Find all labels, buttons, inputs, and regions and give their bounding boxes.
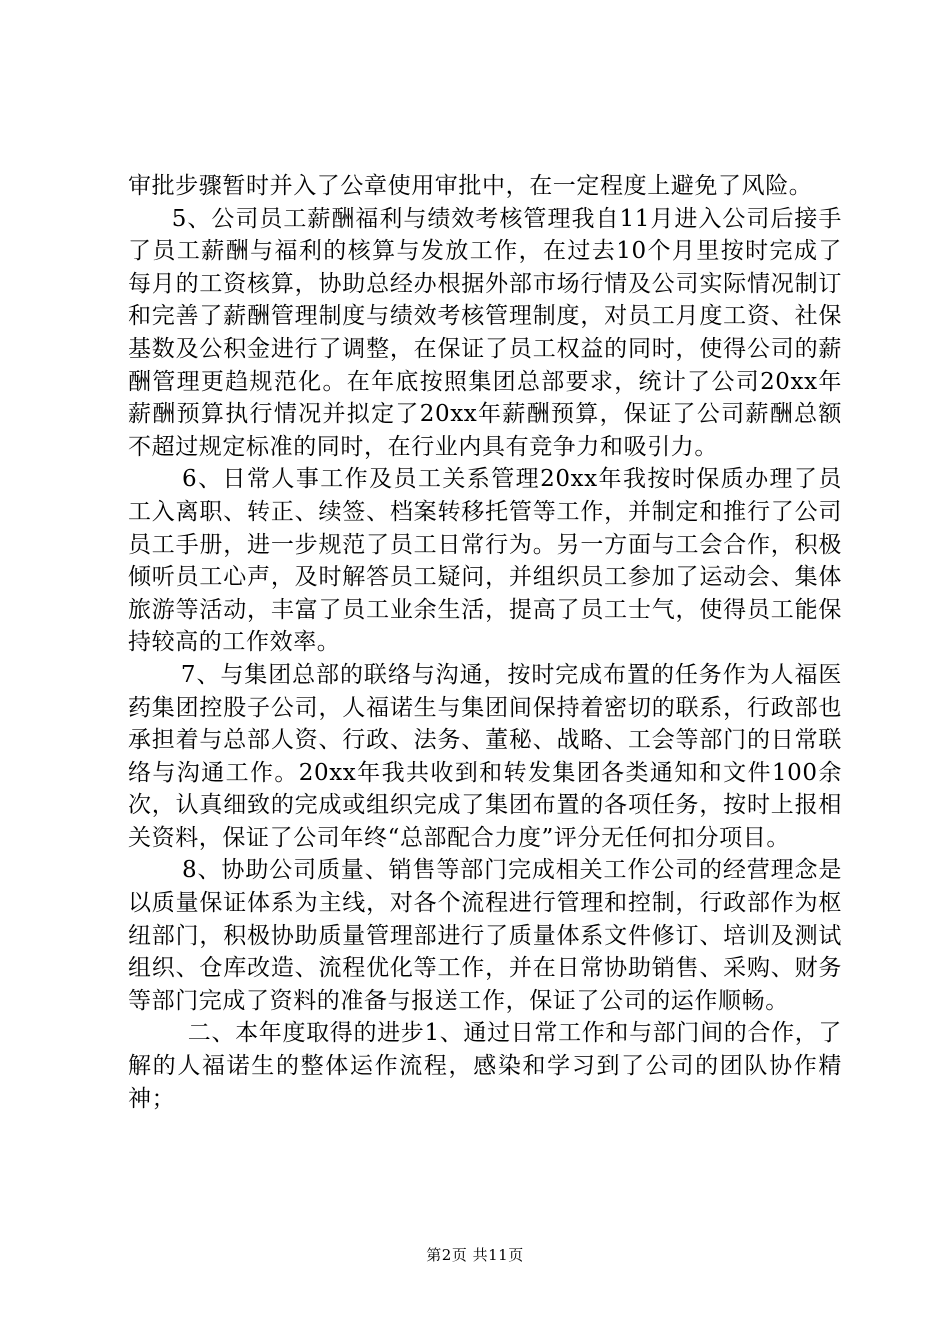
page-number-footer: 第2页 共11页 <box>426 1246 524 1264</box>
paragraph-item-5: 5、公司员工薪酬福利与绩效考核管理我自11月进入公司后接手了员工薪酬与福利的核算与发放工作，在过去10个月里按时完成了每月的工资核算，协助总经办根据外部市场行情及公司实际情况制订和完善了薪酬管理制度与绩效考核管理制度，对员工月度工资、社保基数及公积金进行了调整，在保证了员工权益的同时，使得公司的薪酬管理更趋规范化。在年底按照集团总部要求，统计了公司20xx年薪酬预算执行情况并拟定了20xx年薪酬预算，保证了公司薪酬总额不超过规定标准的同时，在行业内具有竞争力和吸引力。 <box>128 205 842 460</box>
paragraph-item-7: 7、与集团总部的联络与沟通，按时完成布置的任务作为人福医药集团控股子公司，人福诺生与集团间保持着密切的联系，行政部也承担着与总部人资、行政、法务、董秘、战略、工会等部门的日常联络与沟通工作。20xx年我共收到和转发集团各类通知和文件100余次，认真细致的完成或组织完成了集团布置的各项任务，按时上报相关资料，保证了公司年终“总部配合力度”评分无任何扣分项目。 <box>128 661 842 851</box>
paragraph-section-2: 二、本年度取得的进步1、通过日常工作和与部门间的合作，了解的人福诺生的整体运作流程，感染和学习到了公司的团队协作精神； <box>128 1020 842 1112</box>
paragraph-continuation: 审批步骤暂时并入了公章使用审批中，在一定程度上避免了风险。 <box>128 173 813 199</box>
paragraph-item-8: 8、协助公司质量、销售等部门完成相关工作公司的经营理念是以质量保证体系为主线，对各个流程进行管理和控制，行政部作为枢纽部门，积极协助质量管理部进行了质量体系文件修订、培训及测试组织、仓库改造、流程优化等工作，并在日常协助销售、采购、财务等部门完成了资料的准备与报送工作，保证了公司的运作顺畅。 <box>128 857 842 1014</box>
paragraph-item-6: 6、日常人事工作及员工关系管理20xx年我按时保质办理了员工入离职、转正、续签、档案转移托管等工作，并制定和推行了公司员工手册，进一步规范了员工日常行为。另一方面与工会合作，积极倾听员工心声，及时解答员工疑问，并组织员工参加了运动会、集体旅游等活动，丰富了员工业余生活，提高了员工士气，使得员工能保持较高的工作效率。 <box>128 466 842 656</box>
document-body <box>128 170 842 1115</box>
